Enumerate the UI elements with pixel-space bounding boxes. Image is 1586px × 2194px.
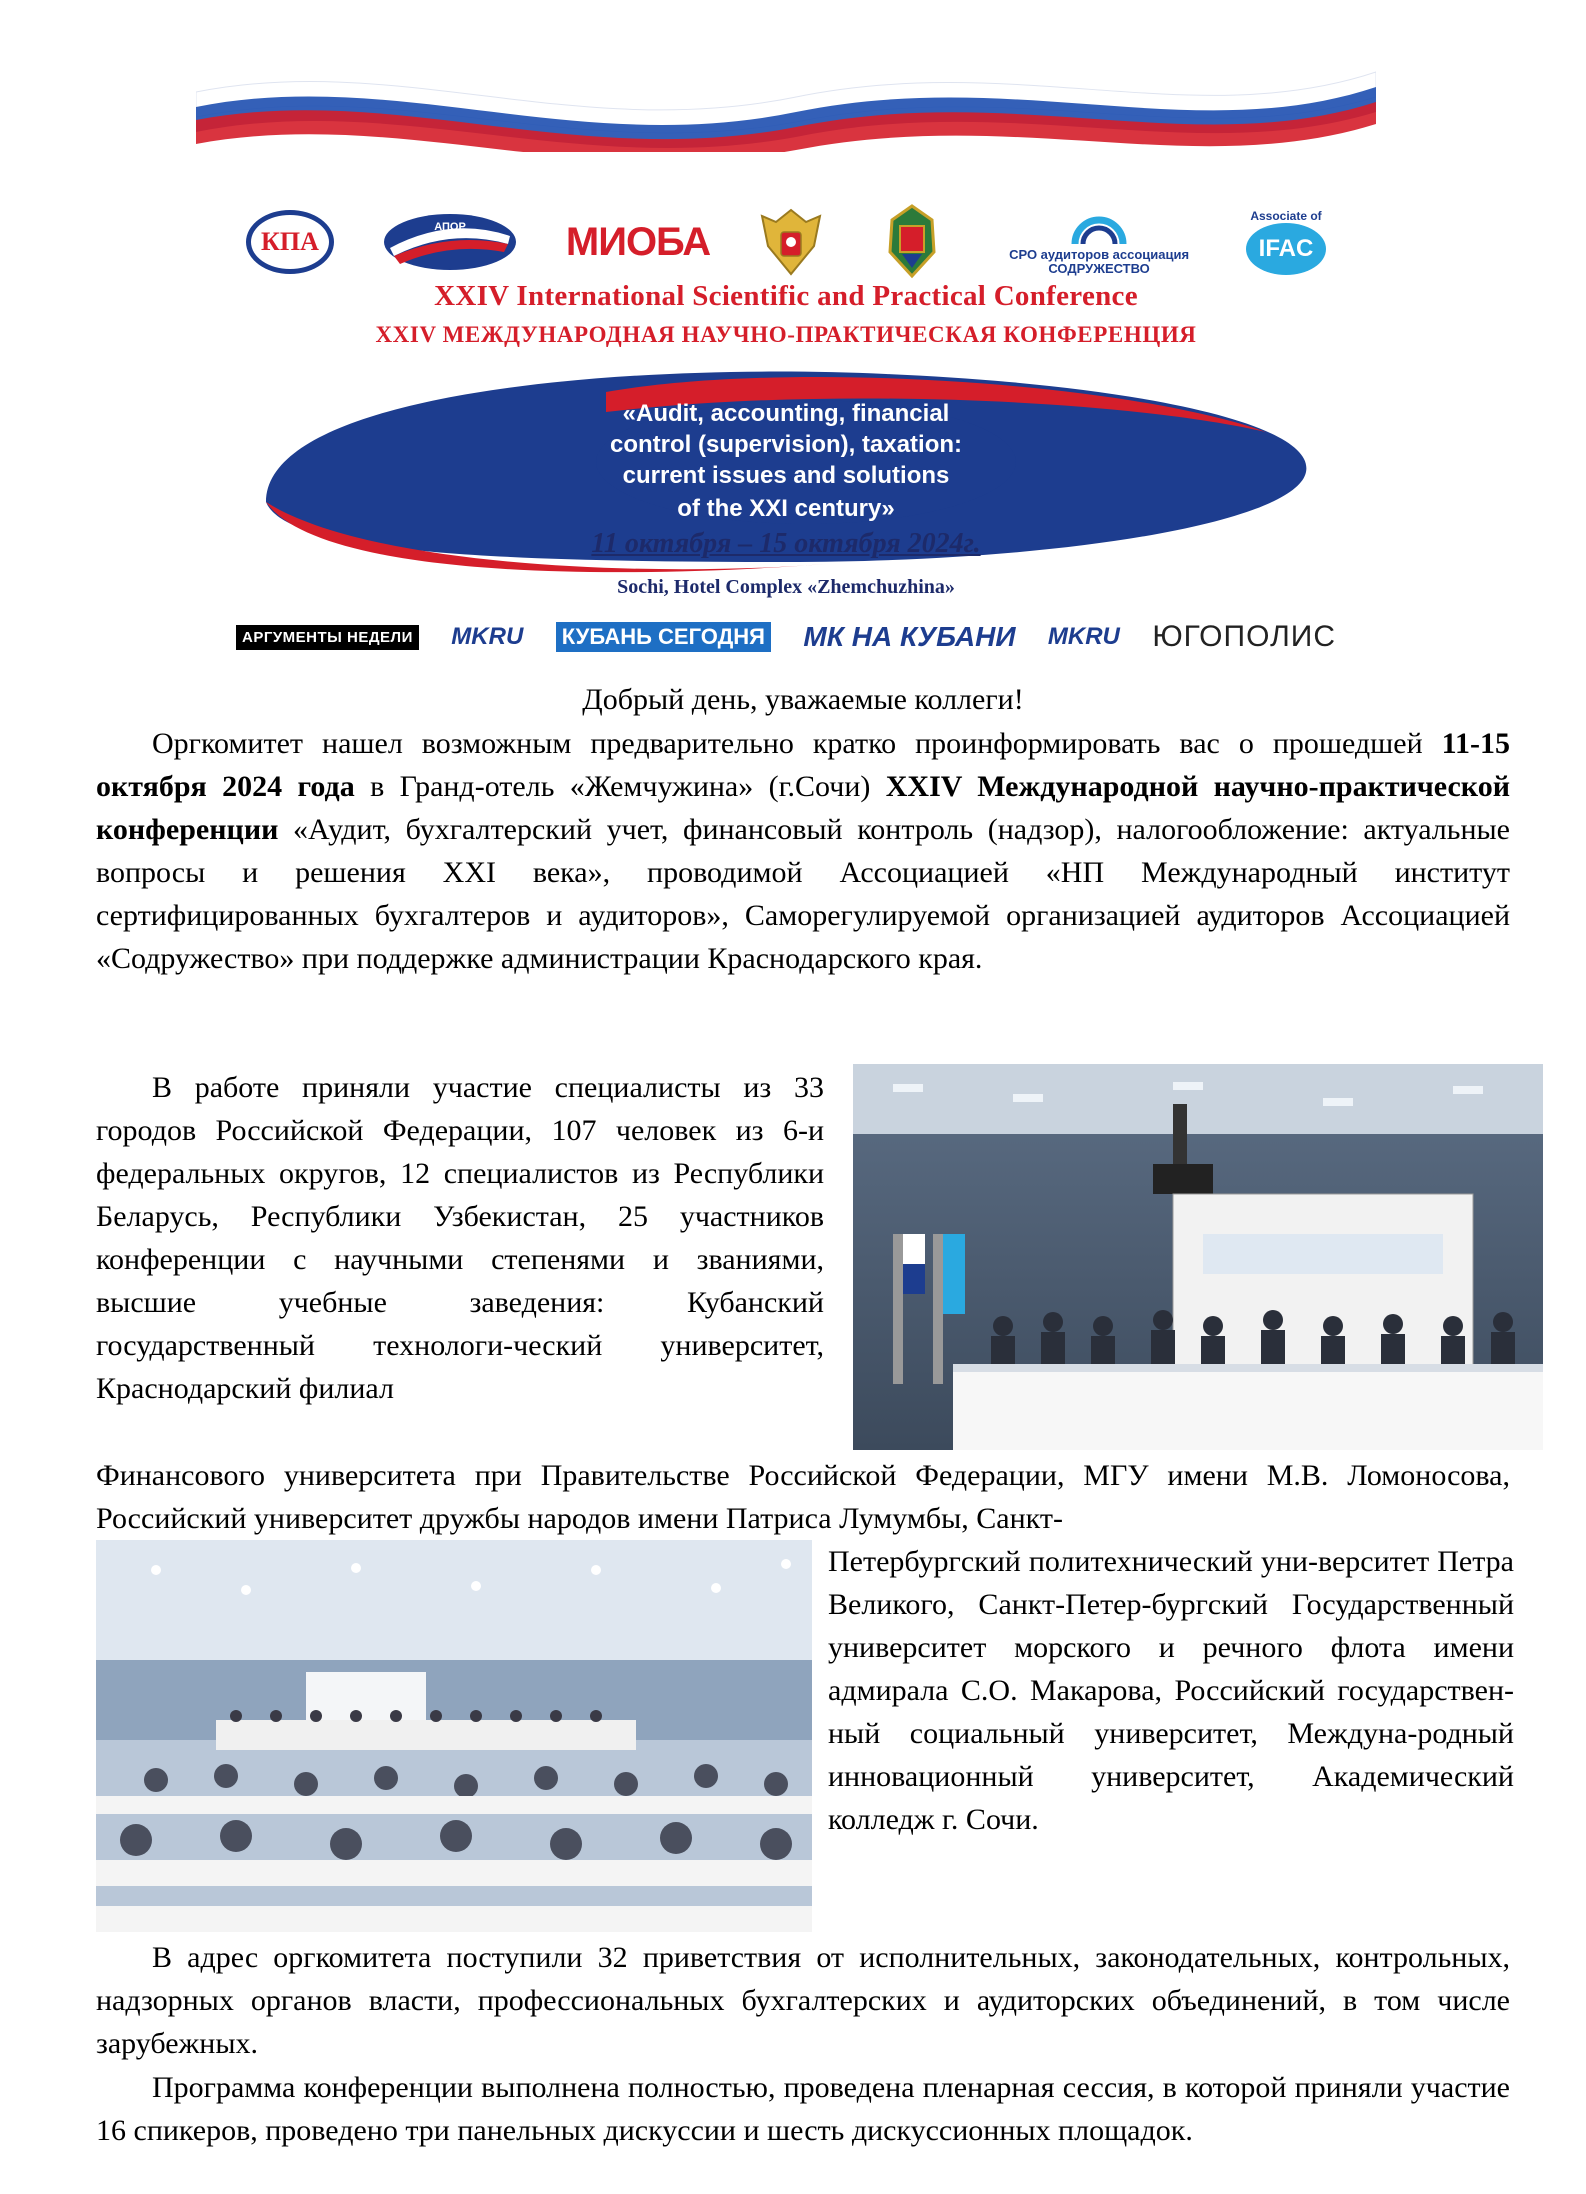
conference-dates: 11 октября – 15 октября 2024г.	[591, 528, 981, 559]
media-logo-argumenty: АРГУМЕНТЫ НЕДЕЛИ	[236, 625, 419, 650]
media-logo-kuban-segodnya: КУБАНЬ СЕГОДНЯ	[556, 622, 771, 652]
apor-logo	[380, 210, 520, 274]
russia-coat-of-arms-icon	[756, 202, 826, 282]
sodruzhestvo-logo: СРО аудиторов ассоциация СОДРУЖЕСТВО	[998, 208, 1200, 277]
conference-venue: Sochi, Hotel Complex «Zhemchuzhina»	[617, 576, 955, 598]
media-logo-yugopolis: ЮГОПОЛИС	[1152, 620, 1336, 653]
paragraph-participants: В работе приняли участие специалисты из 33 городов Российской Федерации, 107 человек из 6-и федеральных округов, 12 специалистов из Республики Беларусь, Республики Узбекистан, 25 участников конференции с научными степенями и званиями, высшие учебные заведения: Кубанский государственный технологи-ческий университет, Краснодарский филиал	[96, 1071, 824, 1405]
flag-ribbon	[196, 52, 1376, 152]
paragraph-program: Программа конференции выполнена полностью, проведена пленарная сессия, в которой приняли участие 16 спикеров, проведено три панельных дискуссии и шесть дискуссионных площадок.	[96, 2071, 1510, 2147]
theme-line-4: of the XXI century»	[677, 495, 895, 522]
paragraph-intro: Оргкомитет нашел возможным предварительно кратко проинформировать вас о прошедшей 11-15 октября 2024 года в Гранд-отель «Жемчужина» (г.Сочи) XXIV Международной научно-практической конференции «Аудит, бухгалтерский учет, финансовый контроль (надзор), налогообложение: актуальные вопросы и решения XXI века», проводимой Ассоциацией «НП Международный институт сертифицированных бухгалтеров и аудиторов», Саморегулируемой организацией аудиторов Ассоциацией «Содружество» при поддержке администрации Краснодарского края.	[96, 727, 1510, 975]
theme-line-2: control (supervision), taxation:	[609, 431, 963, 458]
paragraph-greetings: В адрес оргкомитета поступили 32 приветствия от исполнительных, законодательных, контрольных, надзорных органов власти, профессиональных бухгалтерских и аудиторских объединений, в том числе зарубежных.	[96, 1941, 1510, 2060]
greeting: Добрый день, уважаемые коллеги!	[582, 683, 1024, 716]
conference-hall-photo	[96, 1540, 812, 1932]
media-partners	[236, 614, 1336, 660]
theme-line-1: «Audit, accounting, financial	[622, 400, 950, 427]
mioba-logo: МИОБА	[565, 219, 711, 264]
conference-title-ru: XXIV МЕЖДУНАРОДНАЯ НАУЧНО-ПРАКТИЧЕСКАЯ КОНФЕРЕНЦИЯ	[375, 322, 1197, 347]
conference-banner	[196, 52, 1376, 664]
paragraph-universities-cont: Петербургский политехнический уни-верситет Петра Великого, Санкт-Петер-бургский Государственный университет морского и речного флота имени адмирала С.О. Макарова, Российский государствен-ный социальный университет, Междуна-родный инновационный университет, Академический колледж г. Сочи.	[828, 1545, 1514, 1836]
media-logo-mk-kuban: МК НА КУБАНИ	[803, 621, 1016, 652]
svg-text:АПОР: АПОР	[434, 221, 466, 233]
krasnodar-coat-of-arms-icon	[872, 202, 952, 282]
ifac-logo: Associate of IFAC	[1246, 209, 1326, 275]
partner-logos	[246, 197, 1326, 287]
conference-title-en: XXIV International Scientific and Practical Conference	[434, 280, 1138, 312]
kpa-logo: КПА	[246, 210, 334, 274]
presidium-photo	[853, 1064, 1543, 1450]
paragraph-universities: Финансового университета при Правительстве Российской Федерации, МГУ имени М.В. Ломоносова, Российский университет дружбы народов имени Патриса Лумумбы, Санкт-	[96, 1459, 1510, 1535]
media-logo-mkru-2: MKRU	[1047, 623, 1120, 650]
media-logo-mkru: MKRU	[451, 623, 524, 650]
theme-line-3: current issues and solutions	[622, 462, 950, 489]
